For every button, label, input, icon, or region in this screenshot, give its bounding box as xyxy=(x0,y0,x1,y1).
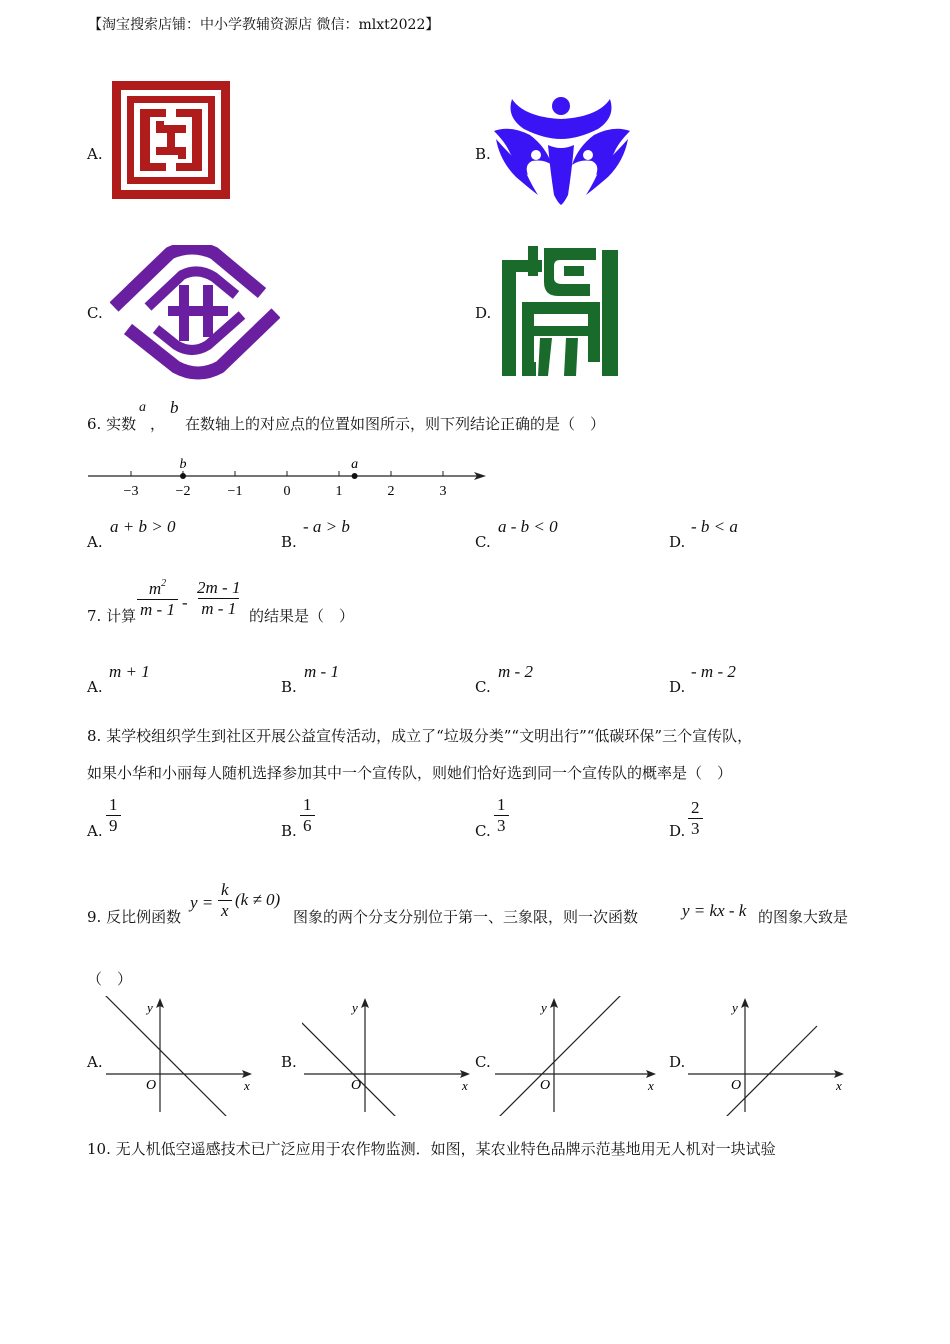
q5-option-b-label: B. xyxy=(475,145,491,163)
q6-option-c-label: C. xyxy=(475,533,491,551)
q6-var-b: b xyxy=(170,398,179,417)
q7-fraction-1 xyxy=(137,578,178,620)
q7-option-b-label: B. xyxy=(281,678,297,696)
function-line xyxy=(104,996,232,1116)
function-line xyxy=(493,996,626,1116)
x-axis-label: x xyxy=(244,1078,250,1093)
q6-question-text: 在数轴上的对应点的位置如图所示，则下列结论正确的是（ ） xyxy=(185,415,606,433)
function-line xyxy=(302,996,437,1116)
number-line-tick-label: −1 xyxy=(227,484,243,499)
q9-prefix: 9. 反比例函数 xyxy=(87,908,182,926)
origin-label: O xyxy=(146,1078,157,1093)
q6-number-line xyxy=(86,452,496,506)
q9-func-frac xyxy=(218,880,232,921)
q10-line-1: 10. 无人机低空遥感技术已广泛应用于农作物监测．如图，某农业特色品牌示范基地用无人机对一块试验 xyxy=(87,1140,776,1158)
q8-d-den: 3 xyxy=(688,818,703,839)
number-line-tick-label: 1 xyxy=(335,484,343,499)
q9-func-condition: (k ≠ 0) xyxy=(235,890,281,909)
q9-option-d-graph xyxy=(686,996,846,1120)
green-seal-logo-icon xyxy=(500,246,622,382)
q7-frac1-exp: 2 xyxy=(161,578,167,589)
number-line-tick-label: 3 xyxy=(439,484,447,499)
q8-b-num: 1 xyxy=(303,795,312,814)
number-line-tick-label: 2 xyxy=(387,484,395,499)
q8-b-den: 6 xyxy=(300,815,315,836)
q6-option-c-expr: a - b < 0 xyxy=(498,517,558,536)
q9-option-a-label: A. xyxy=(87,1053,103,1071)
q7-frac1-den: m - 1 xyxy=(137,599,178,620)
q6-comma: ， xyxy=(150,415,166,433)
q8-option-a-frac xyxy=(106,795,121,836)
header-text: 【淘宝搜索店铺：中小学教辅资源店 微信：mlxt2022】 xyxy=(88,17,440,33)
function-line xyxy=(686,1026,817,1116)
x-axis-label: x xyxy=(648,1078,654,1093)
purple-logo-icon xyxy=(110,245,280,384)
q5-option-a-label: A. xyxy=(87,145,103,163)
q9-func-lhs: y = xyxy=(190,893,214,912)
q8-option-b-frac xyxy=(300,795,315,836)
q9-func-den: x xyxy=(218,900,232,921)
q8-c-den: 3 xyxy=(494,815,509,836)
q9-option-a-graph xyxy=(104,996,254,1120)
q8-option-c-frac xyxy=(494,795,509,836)
q7-option-a-expr: m + 1 xyxy=(109,662,150,681)
q9-option-b-graph xyxy=(302,996,472,1120)
q7-option-b-expr: m - 1 xyxy=(304,662,339,681)
q6-option-b-expr: - a > b xyxy=(303,517,350,536)
number-line-point-a xyxy=(352,473,358,479)
q7-option-c-label: C. xyxy=(475,678,491,696)
blue-figure-logo-icon xyxy=(494,95,630,209)
y-axis-label: y xyxy=(147,1000,153,1015)
q7-frac2-num: 2m - 1 xyxy=(197,578,241,597)
number-line-point-a-label: a xyxy=(351,457,359,472)
q7-fraction-2 xyxy=(194,578,243,619)
q6-prefix: 6. 实数 xyxy=(87,415,137,433)
q6-var-a: a xyxy=(139,400,146,415)
q9-paren: （ ） xyxy=(87,970,133,988)
q8-line-1: 8. 某学校组织学生到社区开展公益宣传活动，成立了“垃圾分类”“文明出行”“低碳环保”三个宣传队， xyxy=(87,727,753,745)
q8-c-num: 1 xyxy=(497,795,506,814)
x-axis-label: x xyxy=(462,1078,468,1093)
q6-option-a-expr: a + b > 0 xyxy=(110,517,176,536)
q8-option-a-label: A. xyxy=(87,822,103,840)
q9-linear-func: y = kx - k xyxy=(682,901,747,920)
q7-prefix: 7. 计算 xyxy=(87,607,137,625)
q9-option-c-label: C. xyxy=(475,1053,491,1071)
q9-func-num: k xyxy=(221,880,229,899)
q6-option-a-label: A. xyxy=(87,533,103,551)
q7-option-d-expr: - m - 2 xyxy=(691,662,736,681)
q8-a-num: 1 xyxy=(109,795,118,814)
q6-option-d-expr: - b < a xyxy=(691,517,738,536)
q8-d-num: 2 xyxy=(691,798,700,817)
q7-question-text: 的结果是（ ） xyxy=(249,607,355,625)
number-line-point-b xyxy=(180,473,186,479)
q9-option-d-label: D. xyxy=(669,1053,686,1071)
y-axis-label: y xyxy=(732,1000,738,1015)
red-maze-logo-icon xyxy=(112,81,230,203)
q6-option-d-label: D. xyxy=(669,533,686,551)
q8-option-b-label: B. xyxy=(281,822,297,840)
q7-option-a-label: A. xyxy=(87,678,103,696)
q7-minus: - xyxy=(182,593,188,612)
q7-option-c-expr: m - 2 xyxy=(498,662,533,681)
q5-option-c-label: C. xyxy=(87,304,103,322)
origin-label: O xyxy=(351,1078,362,1093)
q6-option-b-label: B. xyxy=(281,533,297,551)
number-line-tick-label: −3 xyxy=(123,484,139,499)
q5-option-d-label: D. xyxy=(475,304,492,322)
q9-option-b-label: B. xyxy=(281,1053,297,1071)
y-axis-label: y xyxy=(541,1000,547,1015)
q7-frac1-num: m xyxy=(148,579,162,598)
number-line-tick-label: 0 xyxy=(283,484,291,499)
q9-option-c-graph xyxy=(493,996,658,1120)
q8-option-d-frac xyxy=(688,798,703,839)
q7-frac2-den: m - 1 xyxy=(198,598,239,619)
q9-middle-text: 图象的两个分支分别位于第一、三象限，则一次函数 xyxy=(293,908,639,926)
number-line-point-b-label: b xyxy=(179,457,187,472)
number-line-tick-label: −2 xyxy=(175,484,191,499)
q8-option-c-label: C. xyxy=(475,822,491,840)
origin-label: O xyxy=(731,1078,742,1093)
y-axis-label: y xyxy=(352,1000,358,1015)
q8-option-d-label: D. xyxy=(669,822,686,840)
q7-option-d-label: D. xyxy=(669,678,686,696)
q8-a-den: 9 xyxy=(106,815,121,836)
x-axis-label: x xyxy=(836,1078,842,1093)
q9-suffix: 的图象大致是 xyxy=(758,908,849,926)
q8-line-2: 如果小华和小丽每人随机选择参加其中一个宣传队，则她们恰好选到同一个宣传队的概率是（ ） xyxy=(87,764,733,782)
origin-label: O xyxy=(540,1078,551,1093)
